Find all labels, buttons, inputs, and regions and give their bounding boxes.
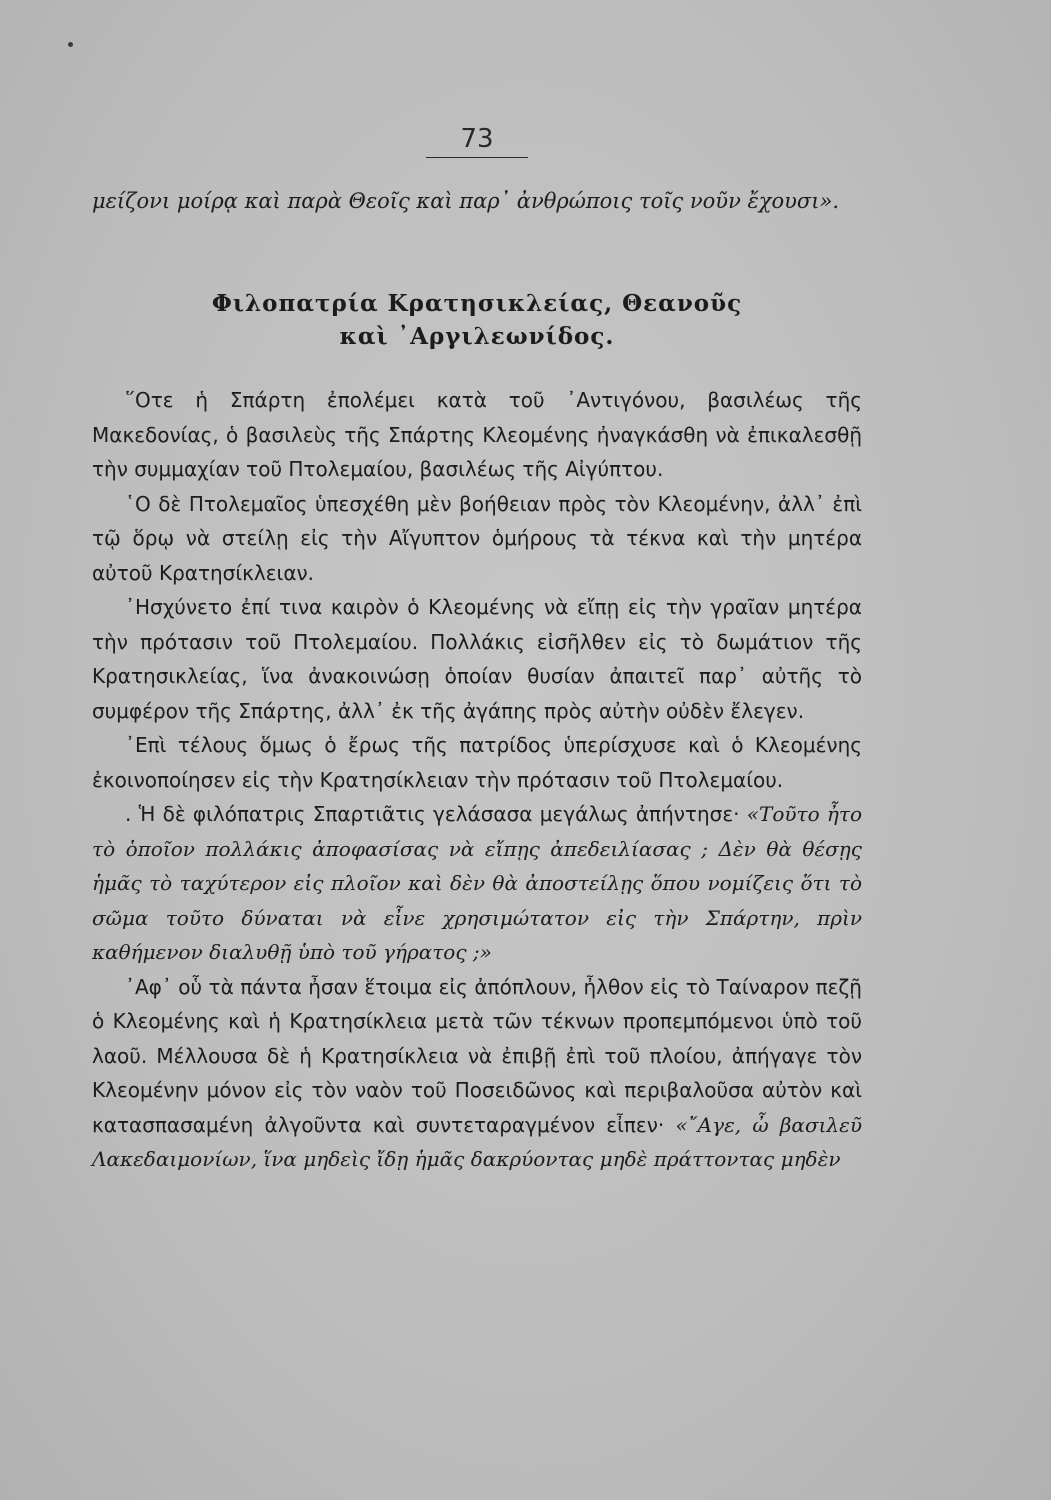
paragraph-1: ῞Οτε ἡ Σπάρτη ἐπολέμει κατὰ τοῦ ᾿Αντιγόνου, βασιλέως τῆς Μακεδονίας, ὁ βασιλεὺς τῆς Σπάρτης Κλεομένης ἠναγκάσθη νὰ ἐπικαλεσθῇ τὴν συμμαχίαν τοῦ Πτολεμαίου, βασιλέως τῆς Αἰγύπτου. — [92, 388, 862, 481]
paragraph-4: ᾿Επὶ τέλους ὅμως ὁ ἔρως τῆς πατρίδος ὑπερίσχυσε καὶ ὁ Κλεομένης ἐκοινοποίησεν εἰς τὴν Κρατησίκλειαν τὴν πρότασιν τοῦ Πτολεμαίου. — [92, 733, 862, 792]
reply-quote: «Τοῦτο ἦτο τὸ ὁποῖον πολλάκις ἀποφασίσας νὰ εἴπῃς ἀπεδειλίασας ; Δὲν θὰ θέσῃς ἡμᾶς τὸ ταχύτερον εἰς πλοῖον καὶ δὲν θὰ ἀποστείλῃς ὅπου νομίζεις ὅτι τὸ σῶμα τοῦτο δύναται νὰ εἶνε χρησιμώτατον εἰς τὴν Σπάρτην, πρὶν καθήμενον διαλυθῇ ὑπὸ τοῦ γήρατος ;» — [92, 802, 863, 964]
page-number: 73 — [460, 124, 494, 154]
ink-spot — [68, 42, 73, 47]
paragraph-2: ῾Ο δὲ Πτολεμαῖος ὑπεσχέθη μὲν βοήθειαν πρὸς τὸν Κλεομένην, ἀλλ᾿ ἐπὶ τῷ ὅρῳ νὰ στείλῃ εἰς τὴν Αἴγυπτον ὁμήρους τὰ τέκνα καὶ τὴν μητέρα αὐτοῦ Κρατησίκλειαν. — [92, 491, 862, 585]
paragraph-final — [92, 970, 862, 1177]
intro-text: μείζονι μοίρᾳ καὶ παρὰ Θεοῖς καὶ παρ᾿ ἀνθρώποις τοῖς νοῦν ἔχουσι». — [92, 189, 840, 213]
final-quote: «῎Αγε, ὦ βασιλεῦ Λακεδαιμονίων, ἵνα μηδεὶς ἴδῃ ἡμᾶς δακρύοντας μηδὲ πράττοντας μηδὲν — [92, 1112, 862, 1171]
heading-line-2: καὶ ᾿Αργιλεωνίδος. — [339, 323, 615, 350]
page-number-rule — [426, 157, 528, 158]
heading-line-1: Φιλοπατρία Κρατησικλείας, Θεανοῦς — [211, 290, 743, 317]
final-text: ᾿Αφ᾿ οὗ τὰ πάντα ἦσαν ἕτοιμα εἰς ἀπόπλουν, ἦλθον εἰς τὸ Ταίναρον πεζῇ ὁ Κλεομένης καὶ ἡ Κρατησίκλεια μετὰ τῶν τέκνων προπεμπόμενοι ὑπὸ τοῦ λαοῦ. Μέλλουσα δὲ ἡ Κρατησίκλεια νὰ ἐπιβῇ ἐπὶ τοῦ πλοίου, ἀπήγαγε τὸν Κλεομένην μόνον εἰς τὸν ναὸν τοῦ Ποσειδῶνος καὶ περιβαλοῦσα αὐτὸν καὶ κατασπασαμένη ἀλγοῦντα καὶ συντεταραγμένον εἶπεν· — [92, 974, 862, 1137]
paragraph-reply — [92, 797, 862, 970]
reply-lead: . Ἡ δὲ φιλόπατρις Σπαρτιᾶτις γελάσασα μεγάλως ἀπήντησε· — [125, 802, 740, 826]
section-heading — [92, 287, 862, 353]
paragraph-3: ᾿Ησχύνετο ἐπί τινα καιρὸν ὁ Κλεομένης νὰ εἴπῃ εἰς τὴν γραῖαν μητέρα τὴν πρότασιν τοῦ Πτολεμαίου. Πολλάκις εἰσῆλθεν εἰς τὸ δωμάτιον τῆς Κρατησικλείας, ἵνα ἀνακοινώσῃ ὁποίαν θυσίαν ἀπαιτεῖ παρ᾿ αὐτῆς τὸ συμφέρον τῆς Σπάρτης, ἀλλ᾿ ἐκ τῆς ἀγάπης πρὸς αὐτὴν οὐδὲν ἔλεγεν. — [92, 595, 862, 723]
body-text — [92, 383, 862, 1177]
